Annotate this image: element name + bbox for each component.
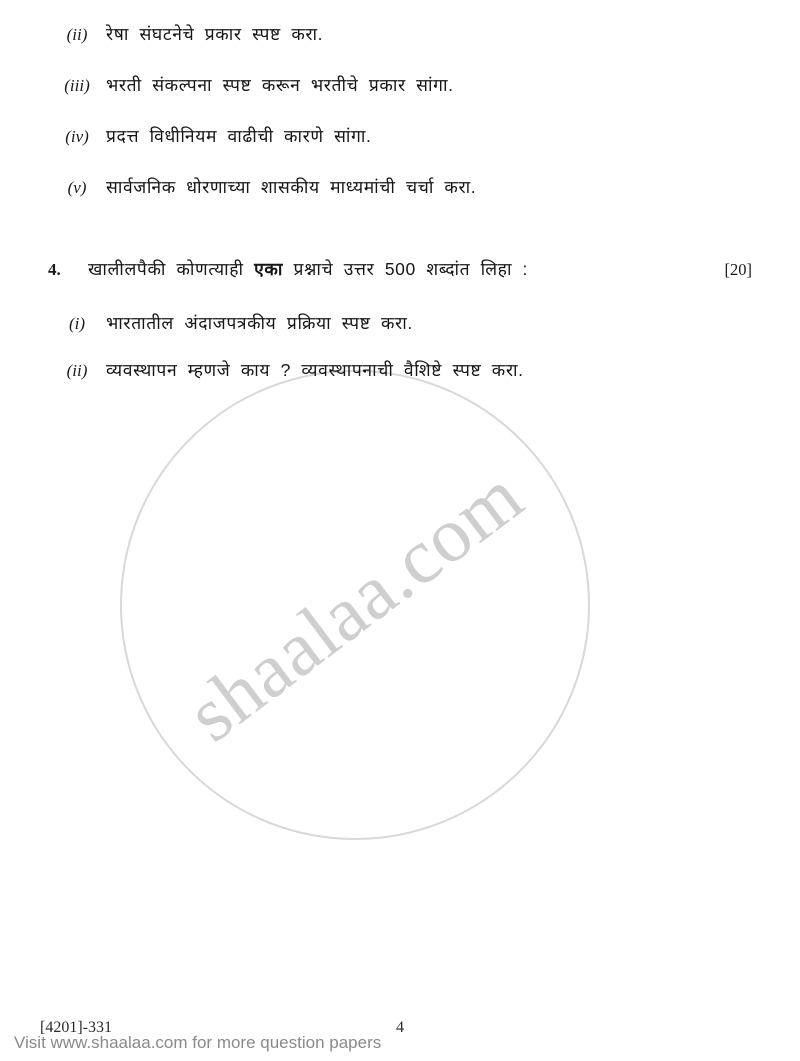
list-item bbox=[48, 358, 752, 382]
question-prompt-part1: खालीलपैकी कोणत्याही bbox=[88, 259, 255, 279]
question-marks: [20] bbox=[724, 260, 752, 279]
list-item bbox=[48, 311, 752, 335]
continued-sub-question-list bbox=[48, 22, 752, 199]
sub-question-text: प्रदत्त विधीनियम वाढीची कारणे सांगा. bbox=[106, 126, 372, 146]
paper-code: [4201]-331 bbox=[40, 1019, 112, 1036]
question-4-sub-question-list bbox=[48, 311, 752, 382]
sub-question-roman: (iv) bbox=[65, 127, 89, 146]
question-4-heading bbox=[48, 257, 752, 281]
list-item bbox=[48, 124, 752, 148]
watermark-text: shaalaa.com bbox=[171, 451, 539, 758]
question-prompt bbox=[88, 257, 713, 281]
sub-question-text: भरती संकल्पना स्पष्ट करून भरतीचे प्रकार सांगा. bbox=[106, 75, 454, 95]
sub-question-text: भारतातील अंदाजपत्रकीय प्रक्रिया स्पष्ट करा. bbox=[106, 313, 413, 333]
list-item bbox=[48, 73, 752, 97]
page-number: 4 bbox=[396, 1019, 404, 1036]
list-item bbox=[48, 22, 752, 46]
sub-question-roman: (ii) bbox=[66, 361, 88, 380]
question-prompt-emphasis: एका bbox=[254, 259, 284, 279]
sub-question-text: सार्वजनिक धोरणाच्या शासकीय माध्यमांची चर्चा करा. bbox=[106, 177, 477, 197]
sub-question-roman: (ii) bbox=[66, 25, 88, 44]
question-number: 4. bbox=[48, 260, 61, 279]
sub-question-text: व्यवस्थापन म्हणजे काय ? व्यवस्थापनाची वैशिष्टे स्पष्ट करा. bbox=[106, 360, 524, 380]
visit-site-note: Visit www.shaalaa.com for more question papers bbox=[14, 1033, 382, 1052]
sub-question-text: रेषा संघटनेचे प्रकार स्पष्ट करा. bbox=[106, 24, 324, 44]
sub-question-roman: (iii) bbox=[64, 76, 90, 95]
watermark-circle bbox=[120, 370, 590, 840]
page-content bbox=[0, 0, 800, 382]
sub-question-roman: (v) bbox=[67, 178, 87, 197]
question-prompt-part2: प्रश्नाचे उत्तर 500 शब्दांत लिहा : bbox=[283, 259, 529, 279]
sub-question-roman: (i) bbox=[68, 314, 86, 333]
watermark bbox=[120, 370, 590, 840]
list-item bbox=[48, 175, 752, 199]
question-4-block bbox=[48, 257, 752, 382]
